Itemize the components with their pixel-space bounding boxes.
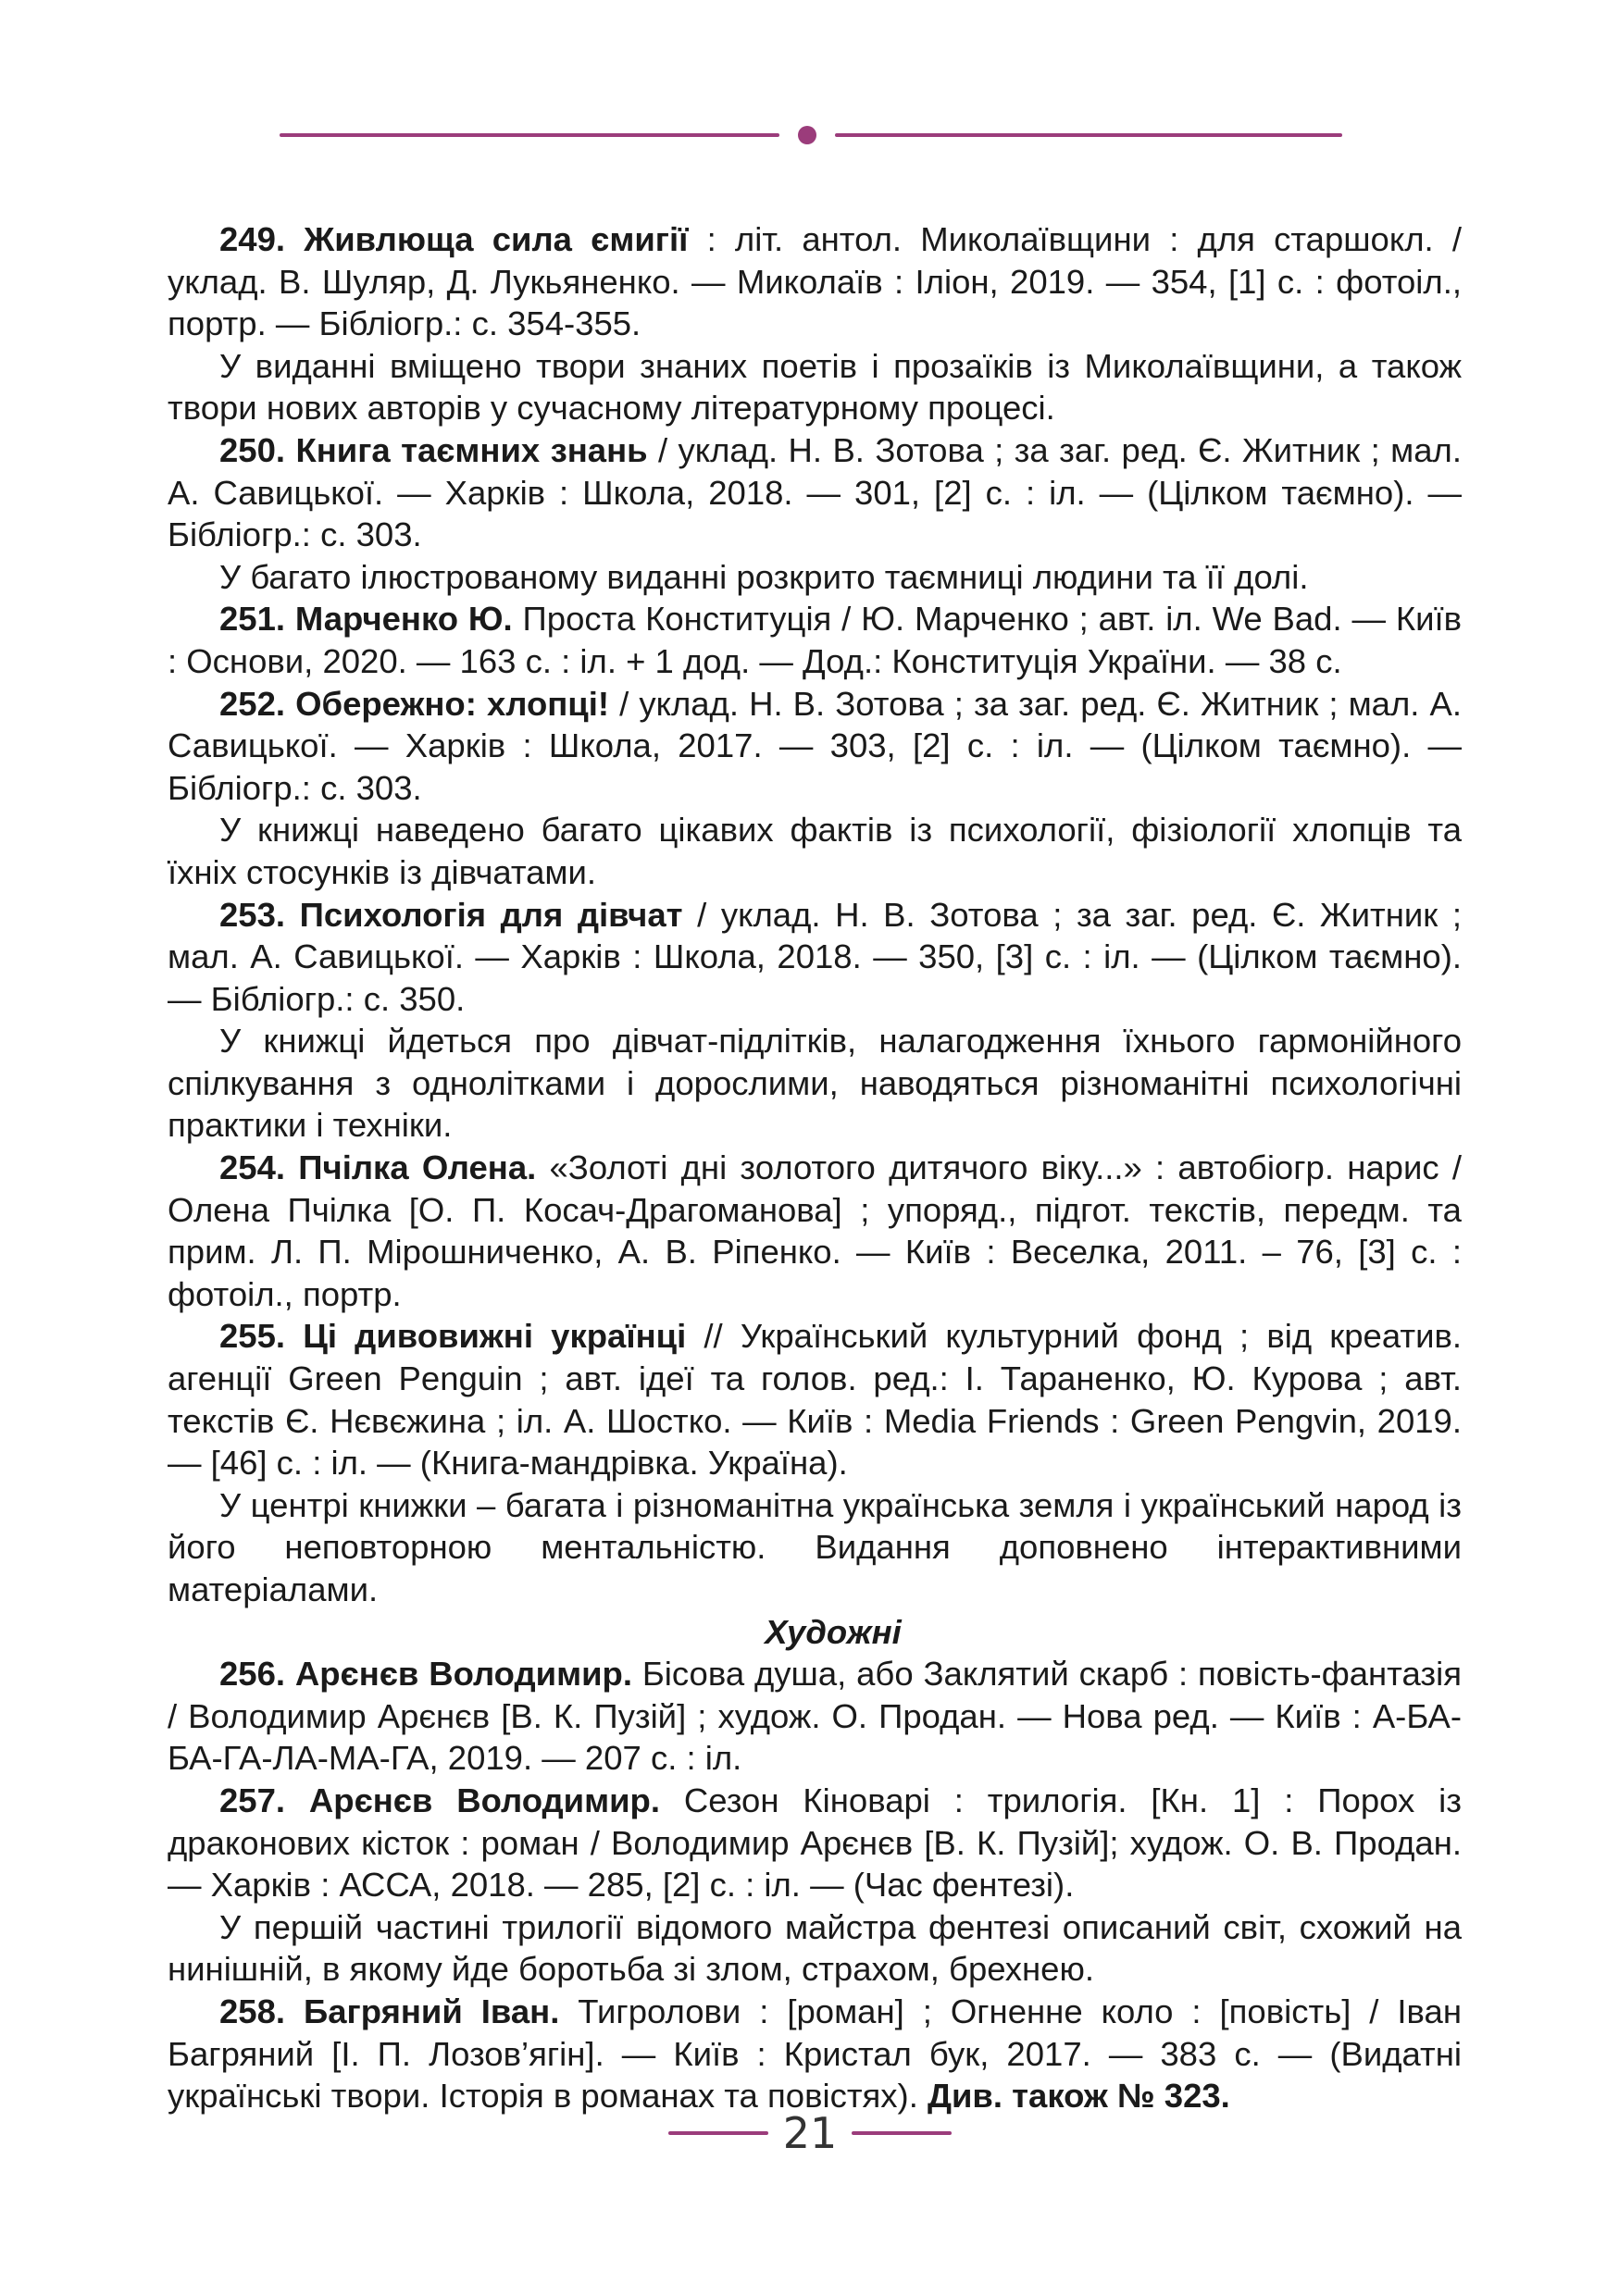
entry-text: : літ. антол. Миколаївщини : для старшокл. / уклад. В. Шуляр, Д. Лукьяненко. — Миколаїв : Іліон, 2019. — 354, [1] с. : фотоіл., портр. — Бібліогр.: с. 354-355. [168,220,1462,343]
entry-title: 258. Багряний Іван. [219,1992,560,2030]
entry-257 [168,1780,1462,1906]
footer-line-left [668,2131,768,2135]
entry-256 [168,1653,1462,1780]
entry-253 [168,894,1462,1021]
divider-line-right [835,133,1342,137]
entry-text: Проста Конституція / Ю. Марченко ; авт. іл. We Bad. — Київ : Основи, 2020. — 163 с. : іл. + 1 дод. — Дод.: Конституція України. — 38 с. [168,600,1462,680]
entry-title: 251. Марченко Ю. [219,600,513,639]
entry-251 [168,598,1462,682]
entry-text: / уклад. Н. В. Зотова ; за заг. ред. Є. Житник ; мал. А. Савицької. — Харків : Школа, 2017. — 303, [2] с. : іл. — (Цілком таємно). — Бібліогр.: с. 303. [168,684,1462,807]
annotation-255: У центрі книжки – багата і різноманітна українська земля і український народ із його неповторною ментальністю. Видання доповнено інтерактивними матеріалами. [168,1485,1462,1608]
entry-text: Сезон Кіноварі : трилогія. [Кн. 1] : Порох із драконових кісток : роман / Володимир Арєнєв [В. К. Пузій]; худож. О. В. Продан. — Харків : АССА, 2018. — 285, [2] с. : іл. — (Час фентезі). [168,1781,1462,1905]
entry-254 [168,1147,1462,1315]
divider-line-left [280,133,779,137]
entry-title: 250. Книга таємних знань [219,430,648,469]
entry-text: / уклад. Н. В. Зотова ; за заг. ред. Є. Житник ; мал. А. Савицької. — Харків : Школа, 2018. — 301, [2] с. : іл. — (Цілком таємно). — Бібліогр.: с. 303. [168,430,1462,554]
entry-text: Бісова душа, або Заклятий скарб : повість-фантазія / Володимир Арєнєв [В. К. Пузій] ; худож. О. Продан. — Нова ред. — Київ : А-БА-БА-ГА-ЛА-МА-ГА, 2019. — 207 с. : іл. [168,1655,1462,1778]
entry-text: Тигролови : [роман] ; Огненне коло : [повість] / Іван Багряний [І. П. Лозов’ягін]. — Київ : Кристал бук, 2017. — 383 с. — (Видатні українські твори. Історія в романах та повістях). [168,1992,1462,2116]
entry-252 [168,683,1462,810]
entry-text: «Золоті дні золотого дитячого віку...» : автобіогр. нарис / Олена Пчілка [О. П. Косач-Драгоманова] ; упоряд., підгот. текстів, передм. та прим. Л. П. Мірошниченко, А. В. Ріпенко. — Київ : Веселка, 2011. – 76, [3] с. : фотоіл., портр. [168,1148,1462,1313]
entry-text: // Український культурний фонд ; від креатив. агенції Green Penguin ; авт. ідеї та голов. ред.: І. Тараненко, Ю. Курова ; авт. текстів Є. Нєвєжина ; іл. А. Шостко. — Київ : Media Friends : Green Pengvin, 2019. — [46] с. : іл. — (Книга-мандрівка. Україна). [168,1317,1462,1483]
bibliography-list [168,218,1462,2117]
page-number: 21 [782,2108,838,2158]
entry-title: 254. Пчілка Олена. [219,1148,537,1187]
entry-title: 257. Арєнєв Володимир. [219,1781,660,1819]
page-footer [0,2105,1619,2161]
entry-250 [168,429,1462,556]
entry-249 [168,218,1462,345]
cross-reference: Див. також № 323. [927,2077,1230,2116]
entry-text: / уклад. Н. В. Зотова ; за заг. ред. Є. Житник ; мал. А. Савицької. — Харків : Школа, 2018. — 350, [3] с. : іл. — (Цілком таємно). — Бібліогр.: с. 350. [168,895,1462,1018]
section-heading: Художні [765,1612,902,1651]
entry-258 [168,1991,1462,2117]
annotation-252: У книжці наведено багато цікавих фактів із психології, фізіології хлопців та їхніх стосунків із дівчатами. [168,811,1462,891]
entry-title: 252. Обережно: хлопці! [219,684,610,723]
annotation-249: У виданні вміщено твори знаних поетів і прозаїків із Миколаївщини, а також твори нових авторів у сучасному літературному процесі. [168,346,1462,428]
entry-title: 253. Психологія для дівчат [219,895,683,934]
annotation-253: У книжці йдеться про дівчат-підлітків, налагодження їхнього гармонійного спілкування з однолітками і дорослими, наводяться різноманітні психологічні практики і техніки. [168,1022,1462,1145]
top-ornament-divider [280,126,1342,144]
entry-title: 255. Ці дивовижні українці [219,1317,687,1356]
divider-dot [798,126,816,144]
entry-title: 249. Живлюща сила ємигії [219,220,689,258]
annotation-257: У першій частині трилогії відомого майстра фентезі описаний світ, схожий на нинішній, в якому йде боротьба зі злом, страхом, брехнею. [168,1907,1462,1989]
annotation-250: У багато ілюстрованому виданні розкрито таємниці людини та її долі. [219,557,1309,596]
entry-title: 256. Арєнєв Володимир. [219,1655,632,1694]
footer-line-right [852,2131,952,2135]
entry-255 [168,1315,1462,1483]
